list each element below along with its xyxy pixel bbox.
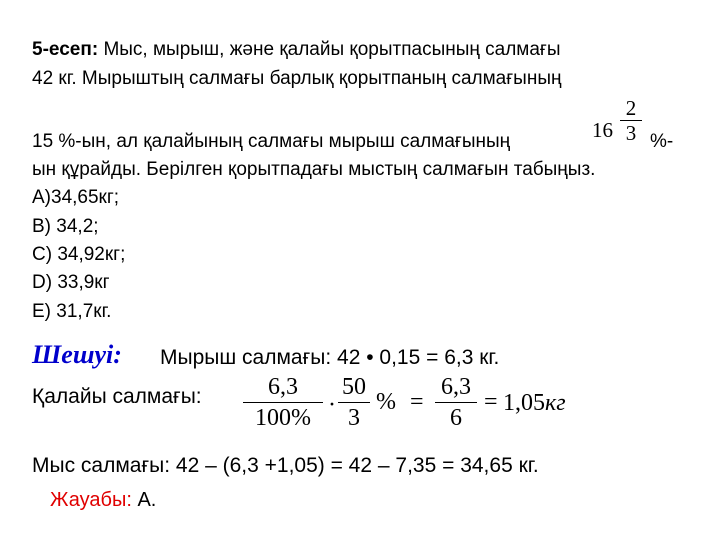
percent-sign: % (376, 389, 396, 415)
fraction-2 (338, 372, 370, 433)
answer-value: А. (137, 489, 157, 511)
fraction-1-denominator: 100% (255, 405, 311, 431)
problem-number: 5-есеп: (32, 39, 99, 60)
option-b: В) 34,2; (32, 216, 99, 237)
fraction-2-numerator: 50 (342, 374, 366, 400)
tin-result-unit: кг (545, 390, 566, 416)
mixed-number-fraction (620, 96, 642, 145)
option-c: С) 34,92кг; (32, 244, 126, 265)
zinc-weight-line: Мырыш салмағы: 42 • 0,15 = 6,3 кг. (160, 346, 500, 369)
tin-result (503, 390, 566, 417)
tin-result-value: 1,05 (503, 390, 545, 416)
fraction-3-denominator: 6 (450, 405, 462, 431)
solution-title: Шешуі: (32, 340, 122, 369)
problem-line-2: 42 кг. Мырыштың салмағы барлық қорытпаның салмағының (32, 68, 562, 89)
mixed-number-numerator: 2 (625, 96, 637, 120)
mixed-number-whole: 16 (592, 118, 613, 142)
mixed-number-denominator: 3 (625, 121, 637, 145)
problem-line-1 (32, 40, 561, 59)
problem-line-3: 15 %-ын, ал қалайының салмағы мырыш салмағының (32, 131, 511, 152)
equals-sign-2: = (484, 389, 498, 415)
fraction-2-denominator: 3 (348, 405, 360, 431)
answer-label: Жауабы: (50, 489, 132, 511)
option-e: Е) 31,7кг. (32, 301, 112, 322)
problem-line-3-end: %- (650, 131, 674, 152)
problem-line-4: ын құрайды. Берілген қорытпадағы мыстың салмағын табыңыз. (32, 159, 596, 180)
multiply-dot: · (328, 392, 336, 418)
fraction-3-numerator: 6,3 (441, 374, 471, 400)
equals-sign-1: = (410, 389, 424, 415)
problem-text-1: Мыс, мырыш, және қалайы қорытпасының салмағы (103, 39, 561, 60)
fraction-1-numerator: 6,3 (268, 374, 298, 400)
answer-line (50, 489, 156, 512)
copper-weight-line: Мыс салмағы: 42 – (6,3 +1,05) = 42 – 7,35 = 34,65 кг. (32, 454, 539, 477)
tin-weight-label: Қалайы салмағы: (32, 385, 202, 408)
option-d: D) 33,9кг (32, 272, 110, 293)
option-a: А)34,65кг; (32, 187, 120, 208)
fraction-3 (435, 372, 477, 433)
fraction-1 (243, 372, 323, 433)
